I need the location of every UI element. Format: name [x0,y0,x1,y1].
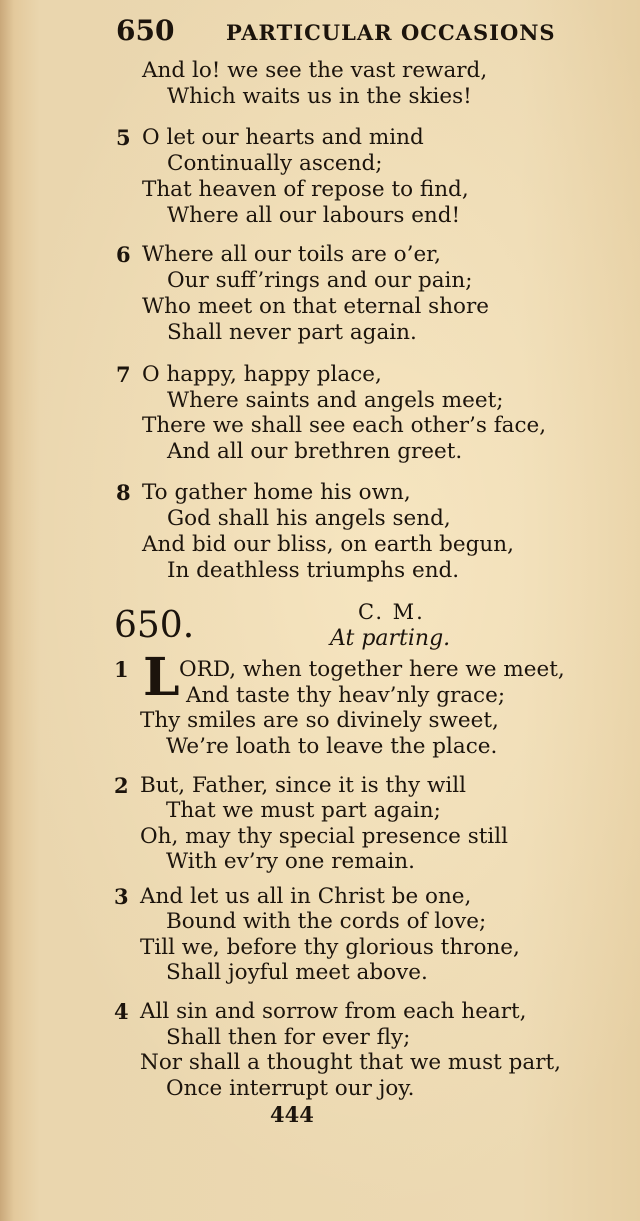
drop-cap: L [143,647,180,708]
verse-line: O happy, happy place, [142,362,382,387]
verse-number: 3 [114,884,129,909]
hymn-title: At parting. [330,626,451,651]
verse-line: Till we, before thy glorious throne, [140,935,520,960]
verse-line: Where all our labours end! [167,203,461,228]
verse-line: Nor shall a thought that we must part, [140,1050,561,1075]
verse-line: Our suff’rings and our pain; [167,268,473,293]
verse-line: Who meet on that eternal shore [142,294,490,319]
verse-line: Shall then for ever fly; [166,1025,411,1050]
verse-number: 4 [114,999,129,1024]
verse-line: Shall never part again. [167,320,417,345]
hymn-meter: C. M. [358,600,425,624]
verse-line: In deathless triumphs end. [167,558,460,583]
running-header [116,14,566,48]
verse-line: With ev’ry one remain. [166,849,415,874]
verse-line: That heaven of repose to find, [142,177,469,202]
verse-line: That we must part again; [166,798,441,823]
verse-line: Where saints and angels meet; [167,388,504,413]
verse-line: And bid our bliss, on earth begun, [142,532,514,557]
verse-number: 8 [116,480,131,505]
running-title: PARTICULAR OCCASIONS [226,20,556,45]
verse-line: All sin and sorrow from each heart, [140,999,527,1024]
verse-line: And taste thy heav’nly grace; [186,683,506,708]
verse-line: To gather home his own, [142,480,411,505]
verse-number: 6 [116,242,131,267]
verse-number: 1 [114,657,129,682]
verse-number: 7 [116,362,131,387]
verse-line: There we shall see each other’s face, [142,413,547,438]
verse-line: Which waits us in the skies! [167,84,472,109]
verse-line: And all our brethren greet. [167,439,463,464]
verse-number: 5 [116,125,131,150]
verse-line: And let us all in Christ be one, [140,884,472,909]
verse-line: God shall his angels send, [167,506,451,531]
verse-number: 2 [114,773,129,798]
folio-number: 444 [270,1102,314,1127]
verse-line: Bound with the cords of love; [166,909,487,934]
verse-line: Thy smiles are so divinely sweet, [140,708,499,733]
page-number: 650 [116,14,175,47]
verse-line: ORD, when together here we meet, [179,657,565,682]
verse-line: Oh, may thy special presence still [140,824,509,849]
verse-line: O let our hearts and mind [142,125,424,150]
verse-line: Once interrupt our joy. [166,1076,415,1101]
verse-line: Shall joyful meet above. [166,960,428,985]
verse-line: Continually ascend; [167,151,383,176]
verse-line: But, Father, since it is thy will [140,773,466,798]
hymn-number: 650. [114,605,195,646]
verse-line: Where all our toils are o’er, [142,242,441,267]
verse-line: We’re loath to leave the place. [166,734,498,759]
verse-line: And lo! we see the vast reward, [142,58,488,83]
